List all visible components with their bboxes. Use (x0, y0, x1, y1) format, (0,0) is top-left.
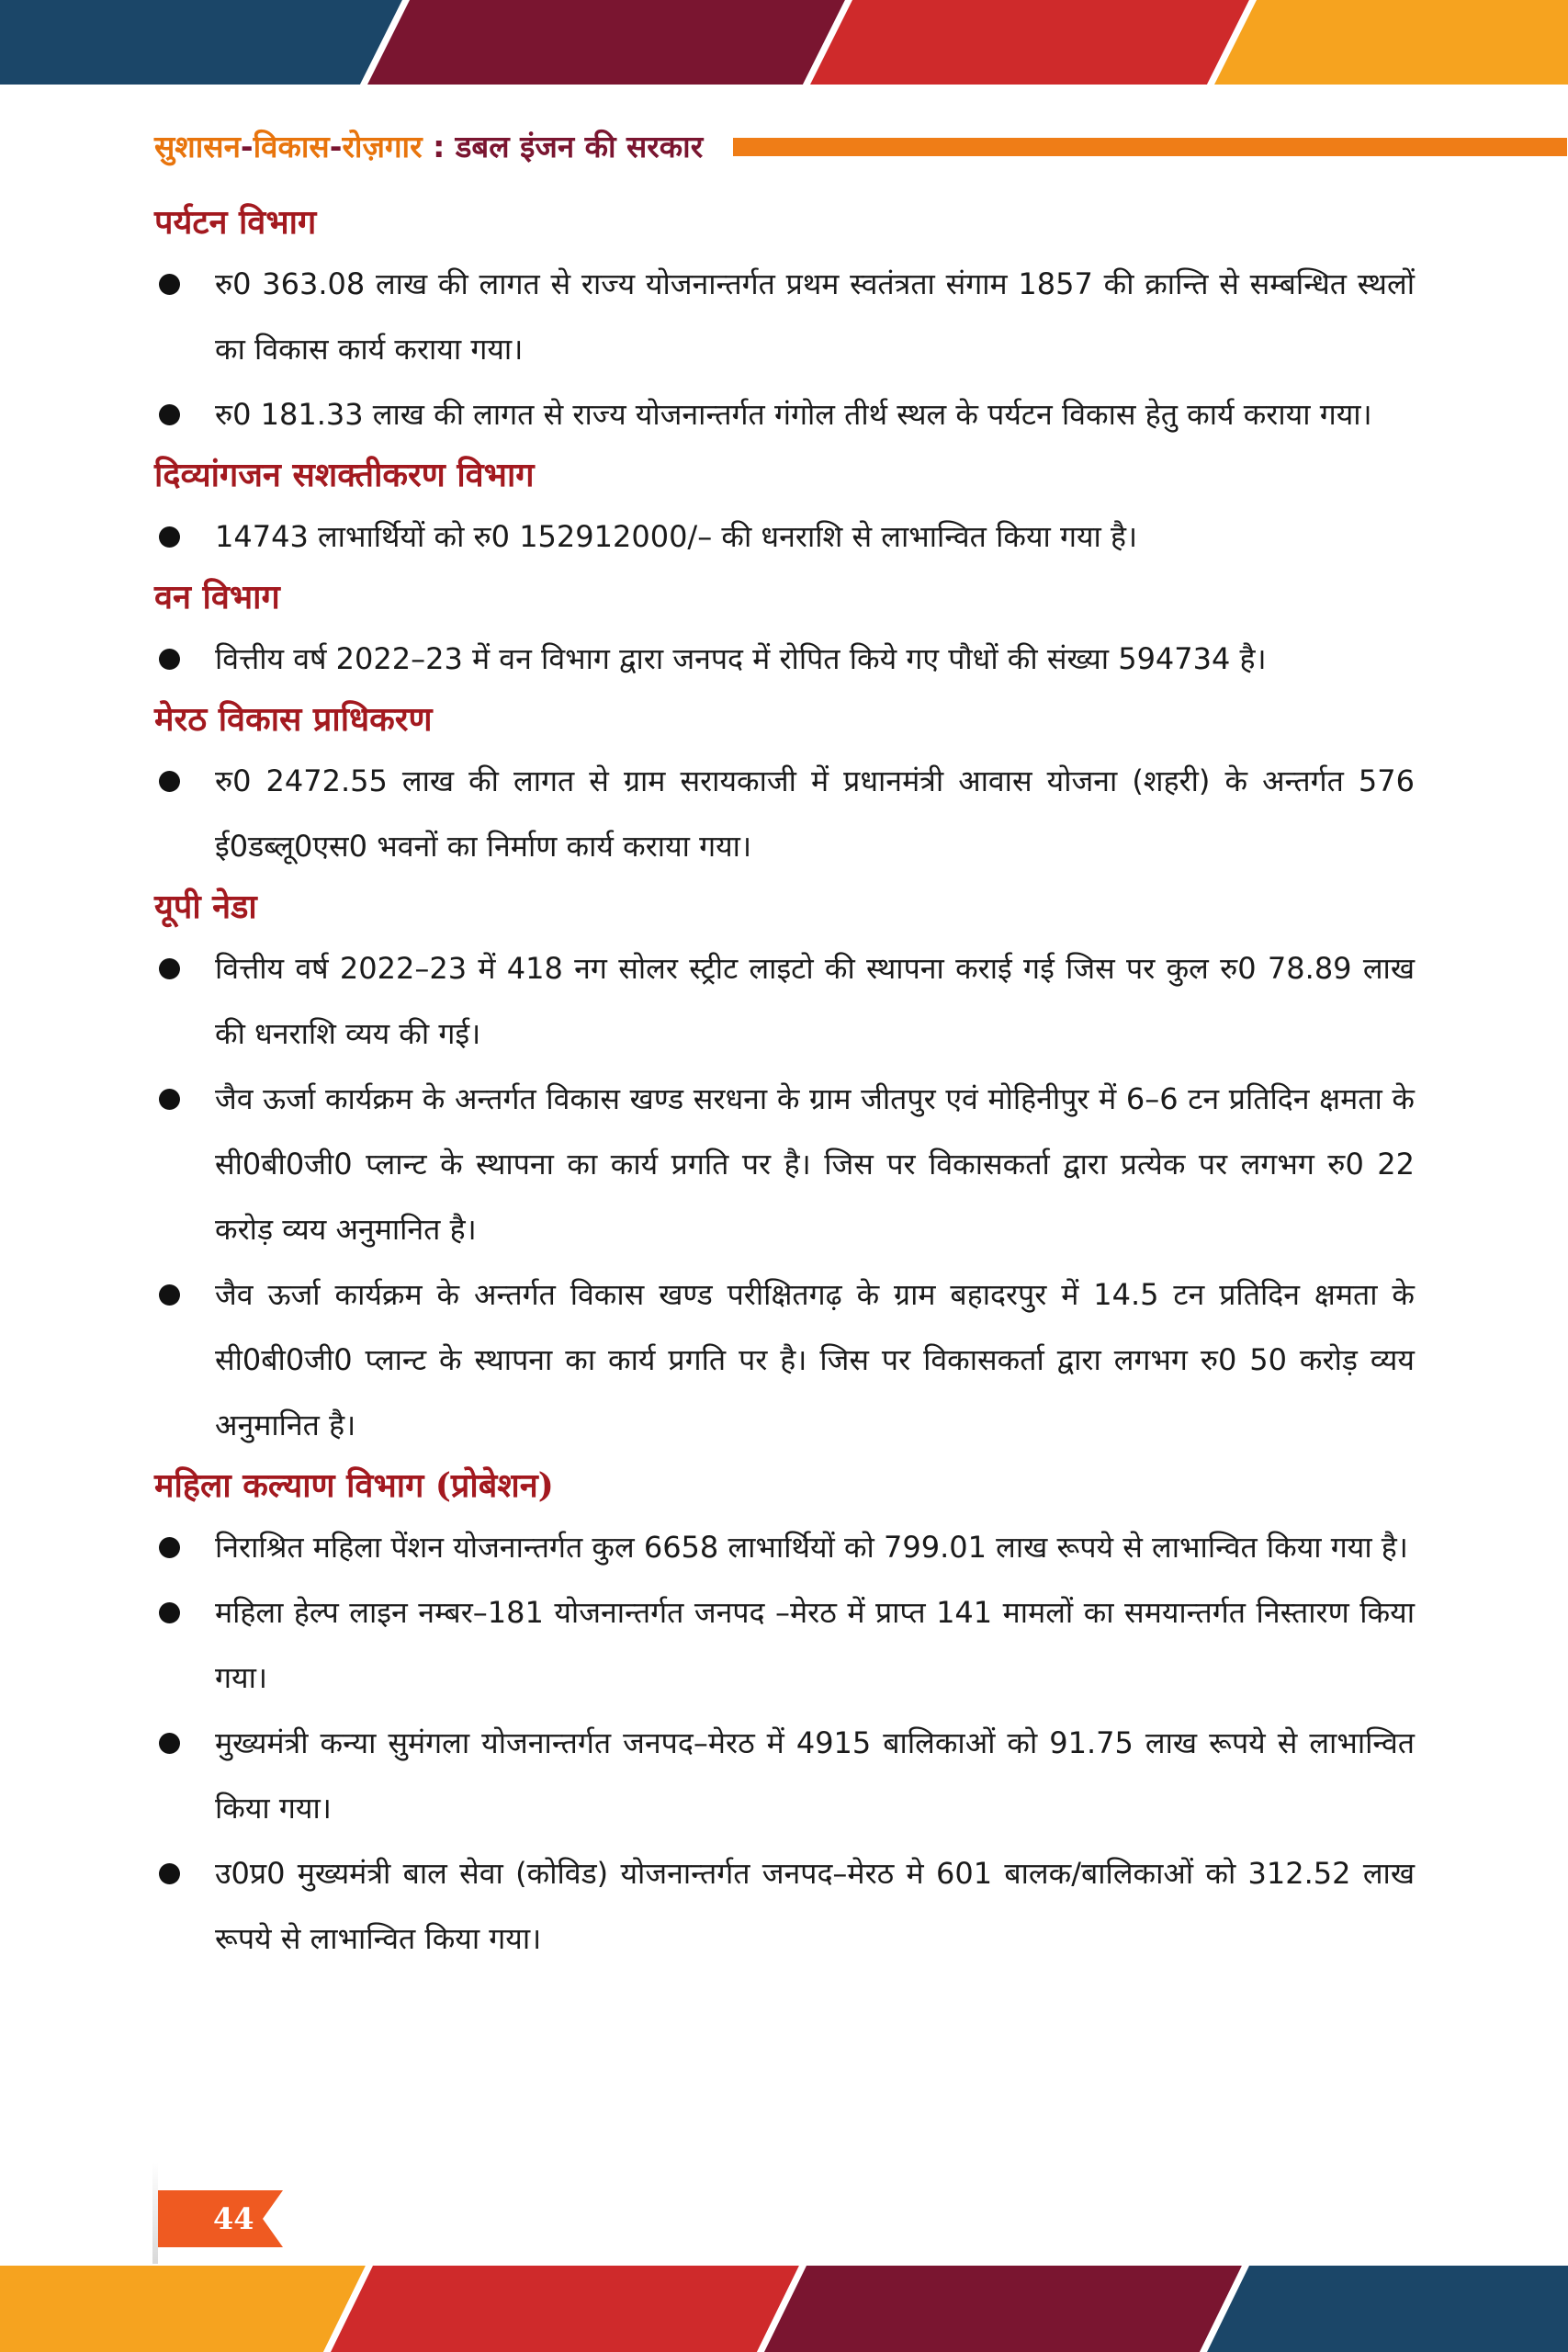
header-title-separator: - (329, 129, 343, 164)
bullet-icon (159, 1537, 180, 1558)
list-item (154, 1262, 1415, 1458)
running-header (154, 127, 1413, 167)
section-meerut-development-authority (154, 692, 1415, 879)
page-number: 44 (213, 2201, 254, 2236)
section-heading: दिव्यांगजन सशक्तीकरण विभाग (154, 456, 535, 494)
header-title (154, 127, 703, 167)
list-item (154, 1841, 1415, 1972)
bullet-icon (159, 958, 180, 979)
list-item-text: उ0प्र0 मुख्यमंत्री बाल सेवा (कोविड) योजनान्तर्गत जनपद–मेरठ मे 601 बालक/बालिकाओं को 312.52 लाख रूपये से लाभान्वित किया गया। (215, 1856, 1415, 1956)
list-item-text: रु0 181.33 लाख की लागत से राज्य योजनान्तर्गत गंगोल तीर्थ स्थल के पर्यटन विकास हेतु कार्य कराया गया। (215, 397, 1372, 432)
section-heading: पर्यटन विभाग (154, 203, 317, 242)
list-item (154, 627, 1415, 692)
header-title-separator: - (240, 129, 254, 164)
header-title-part: सुशासन (154, 129, 241, 164)
list-item (154, 382, 1415, 447)
bullet-icon (159, 1863, 180, 1884)
bullet-icon (159, 404, 180, 425)
bullet-icon (159, 274, 180, 295)
list-item-text: रु0 363.08 लाख की लागत से राज्य योजनान्तर्गत प्रथम स्वतंत्रता संगाम 1857 की क्रान्ति से सम्बन्धित स्थलों का विकास कार्य कराया गया। (215, 266, 1415, 367)
list-item (154, 1515, 1415, 1580)
page-number-tab (158, 2190, 283, 2247)
list-item (154, 504, 1415, 570)
list-item (154, 936, 1415, 1067)
section-heading: मेरठ विकास प्राधिकरण (154, 700, 433, 739)
section-heading: महिला कल्याण विभाग (प्रोबेशन) (154, 1466, 554, 1505)
section-heading: वन विभाग (154, 578, 280, 616)
list-item-text: वित्तीय वर्ष 2022–23 में वन विभाग द्वारा जनपद में रोपित किये गए पौधों की संख्या 594734 है। (215, 641, 1267, 676)
bullet-icon (159, 649, 180, 670)
bullet-icon (159, 771, 180, 792)
section-heading: यूपी नेडा (154, 888, 257, 926)
list-item-text: 14743 लाभार्थियों को रु0 152912000/– की धनराशि से लाभान्वित किया गया है। (215, 519, 1138, 554)
bullet-icon (159, 1733, 180, 1754)
list-item-text: जैव ऊर्जा कार्यक्रम के अन्तर्गत विकास खण्ड सरधना के ग्राम जीतपुर एवं मोहिनीपुर में 6–6 टन प्रतिदिन क्षमता के सी0बी0जी0 प्लान्ट के स्थापना का कार्य प्रगति पर है। जिस पर विकासकर्ता द्वारा प्रत्येक पर लगभग रु0 22 करोड़ व्यय अनुमानित है। (215, 1081, 1415, 1247)
list-item (154, 749, 1415, 879)
bullet-icon (159, 526, 180, 548)
bullet-icon (159, 1602, 180, 1623)
section-women-welfare (154, 1458, 1415, 1972)
list-item-text: महिला हेल्प लाइन नम्बर–181 योजनान्तर्गत जनपद –मेरठ में प्राप्त 141 मामलों का समयान्तर्गत निस्तारण किया गया। (215, 1595, 1415, 1695)
list-item-text: जैव ऊर्जा कार्यक्रम के अन्तर्गत विकास खण्ड परीक्षितगढ़ के ग्राम बहादरपुर में 14.5 टन प्रतिदिन क्षमता के सी0बी0जी0 प्लान्ट के स्थापना का कार्य प्रगति पर है। जिस पर विकासकर्ता द्वारा लगभग रु0 50 करोड़ व्यय अनुमानित है। (215, 1277, 1415, 1442)
bullet-icon (159, 1284, 180, 1306)
header-title-part: रोज़गार (342, 129, 423, 164)
header-title-part: : डबल इंजन की सरकार (422, 129, 704, 164)
header-title-part: विकास (253, 129, 330, 164)
section-divyangjan (154, 447, 1415, 570)
list-item-text: वित्तीय वर्ष 2022–23 में 418 नग सोलर स्ट्रीट लाइटो की स्थापना कराई गई जिस पर कुल रु0 78.89 लाख की धनराशि व्यय की गई। (215, 951, 1415, 1051)
bullet-icon (159, 1089, 180, 1110)
bottom-decorative-band (0, 2266, 1568, 2352)
section-tourism (154, 195, 1415, 447)
list-item-text: निराश्रित महिला पेंशन योजनान्तर्गत कुल 6658 लाभार्थियों को 799.01 लाख रूपये से लाभान्वित किया गया है। (215, 1530, 1408, 1565)
list-item-text: मुख्यमंत्री कन्या सुमंगला योजनान्तर्गत जनपद–मेरठ में 4915 बालिकाओं को 91.75 लाख रूपये से लाभान्वित किया गया। (215, 1725, 1415, 1826)
list-item (154, 1711, 1415, 1841)
section-up-neda (154, 879, 1415, 1458)
list-item (154, 1580, 1415, 1711)
list-item (154, 252, 1415, 382)
page-content (154, 195, 1415, 1972)
list-item (154, 1067, 1415, 1262)
list-item-text: रु0 2472.55 लाख की लागत से ग्राम सरायकाजी में प्रधानमंत्री आवास योजना (शहरी) के अन्तर्गत 576 ई0डब्लू0एस0 भवनों का निर्माण कार्य कराया गया। (215, 763, 1415, 864)
section-forest (154, 570, 1415, 692)
top-decorative-band (0, 0, 1568, 85)
header-rule (733, 138, 1567, 156)
